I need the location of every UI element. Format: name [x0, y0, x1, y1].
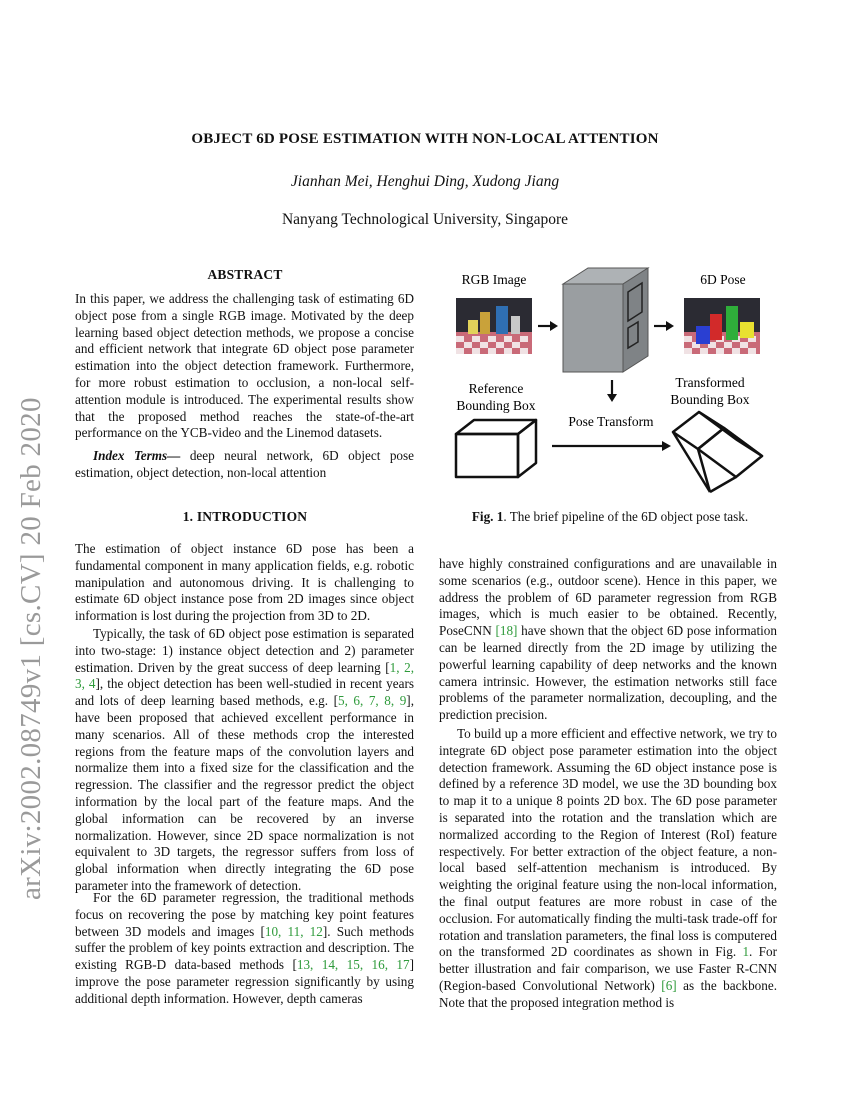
- figure-label-reference-2: Bounding Box: [456, 398, 536, 413]
- intro-paragraph-1: The estimation of object instance 6D pose has been a fundamental component in many application fields, e.g. robotic manipulation and autonomous driving. It is challenging to estimate 6D object instance pose from 2D images since object information is lost during the projection from 3D to 2D.: [75, 541, 414, 624]
- pose-output-thumbnail: [684, 298, 760, 354]
- transformed-box-icon: [673, 412, 762, 492]
- figure-pipeline: [440, 262, 780, 502]
- citation-link[interactable]: 5, 6, 7, 8, 9: [337, 693, 407, 709]
- index-terms: [75, 448, 414, 482]
- citation-link[interactable]: 13, 14, 15, 16, 17: [296, 957, 410, 973]
- figure-caption-text: . The brief pipeline of the 6D object pose task.: [503, 509, 749, 524]
- pose-transform-arrow-icon: [552, 441, 671, 451]
- figure-label-transformed: Transformed: [675, 375, 745, 390]
- index-terms-text: deep neural network, 6D object pose estimation, object detection, non-local attention: [75, 448, 414, 480]
- figure-caption-label: Fig. 1: [471, 509, 504, 524]
- intro-heading: 1. INTRODUCTION: [182, 509, 308, 524]
- figure-label-transformed-2: Bounding Box: [670, 392, 750, 407]
- citation-link[interactable]: [18]: [495, 623, 518, 639]
- index-terms-label: Index Terms—: [93, 448, 181, 463]
- figure-label-reference: Reference: [468, 381, 524, 396]
- citation-link[interactable]: 1, 2, 3, 4: [75, 659, 415, 692]
- intro-paragraph-2: Typically, the task of 6D object pose estimation is separated into two-stage: 1) instance object detection and 2) parameter estimation. Driven by the great success of deep learning [1, 2, 3, 4], the object detection has been well-studied in recent years and lots of deep learning based methods, e.g. [5, 6, 7, 8, 9], have been proposed that achieved excellent performance in many scenarios. All of these methods crop the interested regions from the feature maps of the convolution layers and normalize them into a fixed size for the classification and the regression. The classifier and the regressor predict the object information by the local part of the feature maps. And the global information can be recovered by an inverse normalization. However, since 2D space normalization is not equivalent to 3D targets, the regressor suffers from loss of global information when directly integrating the 6D pose parameter into the framework of detection.: [75, 626, 415, 893]
- reference-box-icon: [456, 420, 536, 477]
- figure-label-pose-transform: Pose Transform: [568, 414, 654, 429]
- citation-link[interactable]: 10, 11, 12: [264, 923, 323, 939]
- intro-paragraph-5: To build up a more efficient and effective network, we try to integrate 6D object pose parameter estimation into the object detection framework. Assuming the 6D object instance pose is defined by a reference 3D model, we use the 3D bounding box to map it to a unique 8 points 2D box. The 6D pose parameter is separated into the rotation and the translation which are normalized according to the Region of Interest (RoI) feature respectively. For better extraction of the object feature, a non-local based self-attention mechanism is introduced. By weighting the original feature using the non-local information, the final output features are more robust in case of the occlusion. For automatically finding the multi-task trade-off for rotation and translation parameters, the final loss is computered on the transformed 2D coordinates as shown in Fig. 1. For better illustration and fair comparison, we use Faster R-CNN (Region-based Convolutional Network) [6] as the backbone. Note that the proposed integration method is: [439, 726, 777, 1010]
- citation-link[interactable]: [6]: [661, 977, 677, 993]
- figure-caption: [440, 509, 780, 525]
- arxiv-identifier: arXiv:2002.08749v1 [cs.CV] 20 Feb 2020: [15, 397, 47, 900]
- figure-label-6d: 6D Pose: [700, 272, 746, 287]
- intro-paragraph-3: For the 6D parameter regression, the traditional methods focus on recovering the pose by matching key point features between 3D models and images [10, 11, 12]. Such methods suffer the problem of key points extraction and description. The existing RGB-D data-based methods [13, 14, 15, 16, 17] improve the pose parameter regression significantly by using additional depth information. However, depth cameras: [75, 890, 414, 1006]
- citation-link[interactable]: 1: [742, 944, 750, 960]
- abstract-text: In this paper, we address the challenging task of estimating 6D object pose from a single RGB image. Motivated by the deep learning based object detection methods, we propose a concise and efficient network that integrate 6D object pose parameter estimation into the object detection framework. Furthermore, for more robust estimation to occlusion, a non-local self-attention module is introduced. The experimental results show that the proposed method reaches the state-of-the-art performance on the YCB-video and the Linemod datasets.: [75, 291, 414, 441]
- rgb-image-thumbnail: [456, 298, 532, 354]
- paper-title: OBJECT 6D POSE ESTIMATION WITH NON-LOCAL ATTENTION: [191, 131, 659, 147]
- authors: Jianhan Mei, Henghui Ding, Xudong Jiang: [290, 173, 560, 190]
- intro-paragraph-4: have highly constrained configurations and are unavailable in some scenarios (e.g., outdoor scene). Hence in this paper, we address the problem of 6D parameter regression from RGB images, which is much easier to be obtained. Recently, PoseCNN [18] have shown that the object 6D pose information can be learned directly from the 2D image by utilizing the powerful learning capability of deep networks and the known camera intrinsic. However, the estimation networks still face problems of the parameter normalization, decoupling, and the prediction precision.: [439, 556, 777, 723]
- figure-label-rgb: RGB Image: [461, 272, 527, 287]
- abstract-heading: ABSTRACT: [207, 267, 283, 282]
- network-block-icon: [563, 268, 648, 372]
- affiliation: Nanyang Technological University, Singapore: [281, 211, 569, 228]
